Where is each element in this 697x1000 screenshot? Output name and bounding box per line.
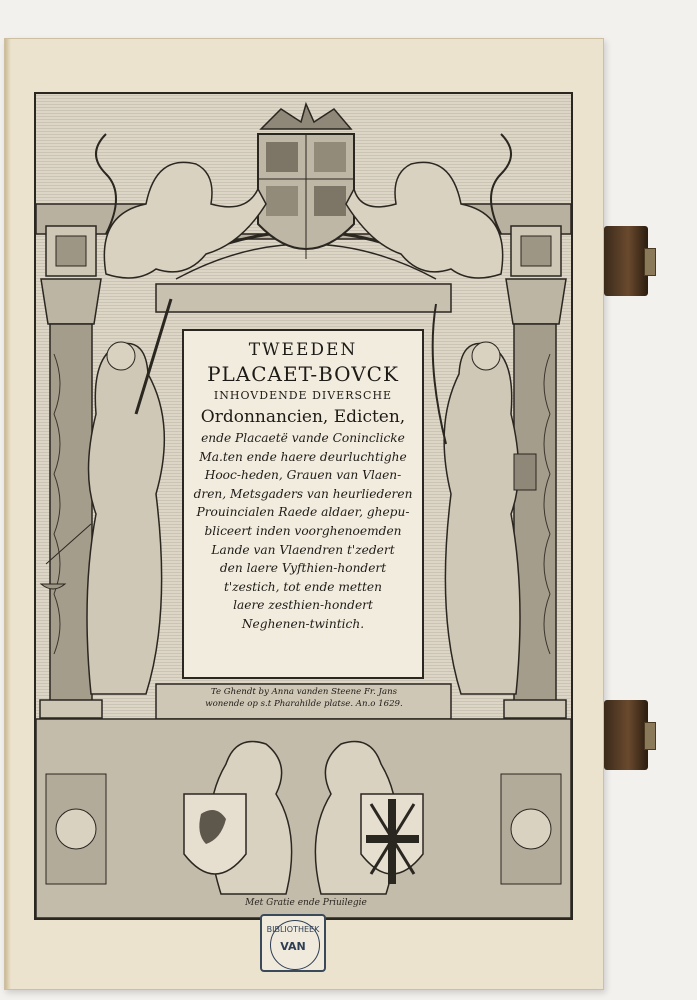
body-line: Hooc-heden, Grauen van Vlaen-: [204, 468, 402, 483]
body-line: dren, Metsgaders van heurliederen: [193, 486, 413, 501]
library-stamp: [260, 914, 326, 972]
left-capital: [41, 279, 101, 324]
stamp-ring: [270, 920, 320, 970]
page-edge: [5, 39, 11, 989]
justice-figure: [87, 343, 164, 694]
imprint-line-1: Te Ghendt by Anna vanden Steene Fr. Jans: [210, 687, 398, 697]
left-top-lion: [104, 162, 266, 278]
crown: [261, 104, 351, 129]
body-line: ende Placaetë vande Coninclicke: [201, 431, 405, 445]
female-figure-with-book: [444, 343, 520, 694]
clasp-tab: [644, 722, 656, 750]
body-line: Prouincialen Raede aldaer, ghepu-: [196, 505, 410, 520]
body-line: Ma.ten ende haere deurluchtighe: [199, 449, 407, 464]
title-line-2: PLACAET-BOVCK: [207, 362, 399, 386]
body-line: Lande van Vlaendren t'zedert: [211, 542, 395, 557]
right-capital: [506, 279, 566, 324]
title-line-1: TWEEDEN: [248, 340, 358, 360]
palm-branch: [433, 304, 446, 444]
engraved-frontispiece: [34, 92, 573, 920]
title-line-3: INHOVDENDE DIVERSCHE: [213, 389, 393, 402]
body-line: bliceert inden voorghenoemden: [204, 523, 402, 538]
right-column: [514, 324, 556, 704]
title-line-4: Ordonnancien, Edicten,: [200, 407, 406, 427]
stamp-text-top: BIBLIOTHEEK: [266, 925, 320, 934]
imprint: [188, 686, 420, 714]
clasp-tab: [644, 248, 656, 276]
upper-clasp: [604, 226, 648, 296]
title-cartouche: [182, 329, 424, 679]
stamp-text-mid: VAN: [280, 940, 306, 953]
right-top-lion: [346, 162, 503, 278]
body-line: t'zestich, tot ende metten: [224, 579, 382, 594]
lower-clasp: [604, 700, 648, 770]
portrait-medallion-left: [56, 809, 96, 849]
imprint-line-2: wonende op s.t Pharahilde platse. An.o 1629.: [205, 699, 403, 709]
body-line: laere zesthien-hondert: [233, 598, 373, 613]
privilege-line: Met Gratie ende Priuilegie: [245, 898, 367, 908]
helmet-medallion-right: [511, 809, 551, 849]
body-line: Neghenen-twintich.: [241, 616, 365, 631]
body-line: den laere Vyfthien-hondert: [219, 561, 387, 576]
